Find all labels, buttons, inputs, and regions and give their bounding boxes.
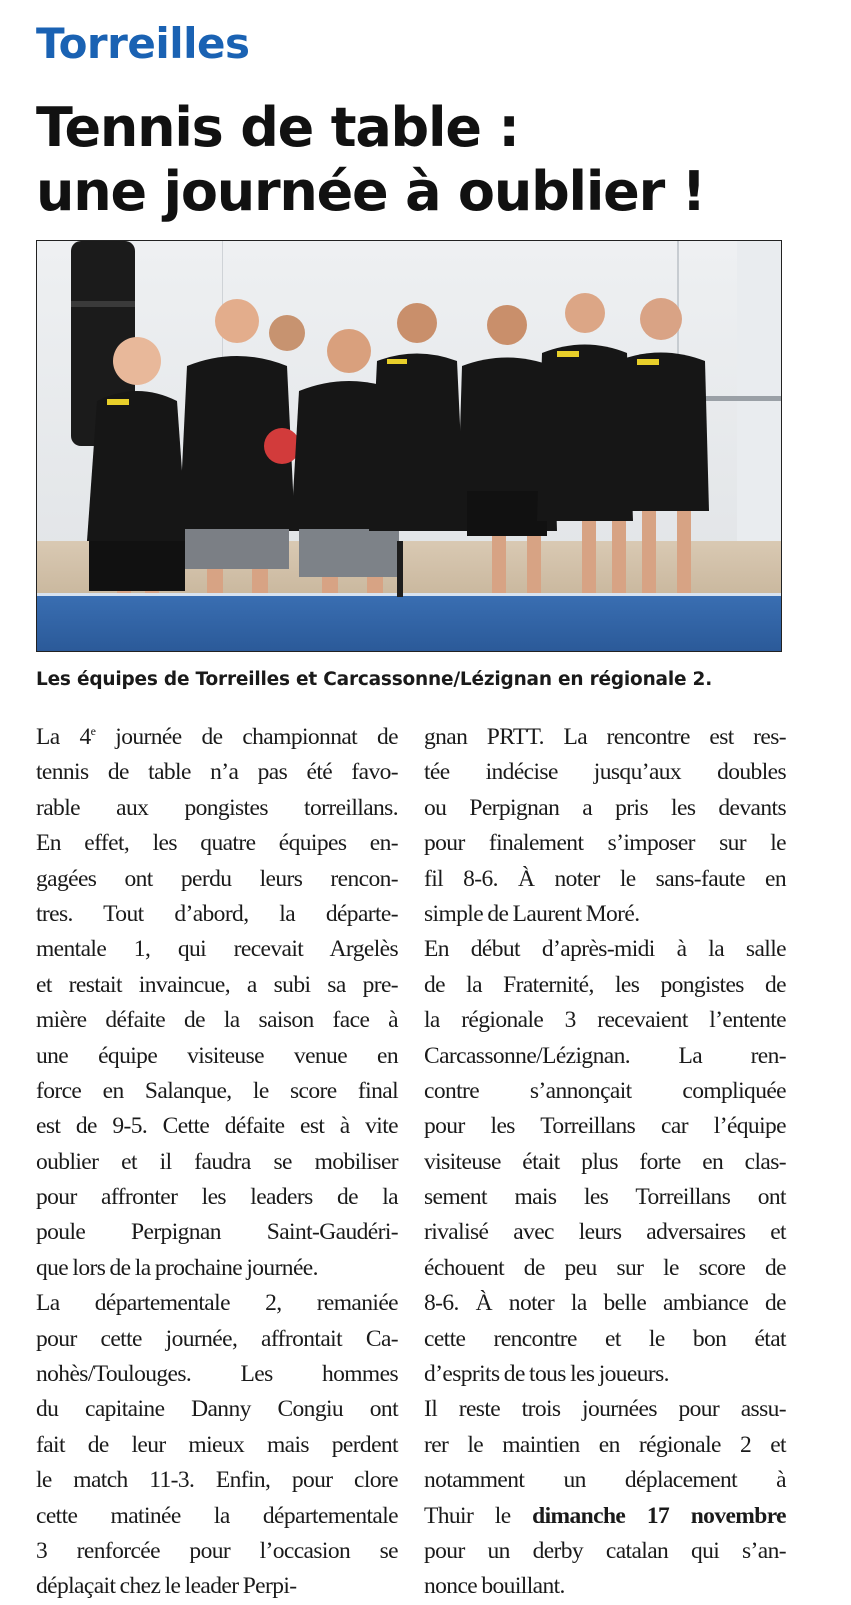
article-line: En effet, les quatre équipes en- — [36, 830, 398, 857]
article-line: tée indécise jusqu’aux doubles — [424, 759, 786, 786]
article-line: simple de Laurent Moré. — [424, 900, 640, 927]
article-line: et restait invaincue, a subi sa pre- — [36, 971, 398, 998]
article-line: du capitaine Danny Congiu ont — [36, 1396, 398, 1423]
article-line: pour finalement s’imposer sur le — [424, 830, 786, 857]
article-line: pour un derby catalan qui s’an- — [424, 1537, 786, 1564]
article-line: déplaçait chez le leader Perpi- — [36, 1573, 297, 1600]
article-line: la régionale 3 recevaient l’entente — [424, 1007, 786, 1034]
article-line: notamment un déplacement à — [424, 1467, 786, 1494]
article-line: pour les Torreillans car l’équipe — [424, 1113, 786, 1140]
article-line: 3 renforcée pour l’occasion se — [36, 1537, 398, 1564]
article-line: le match 11-3. Enfin, pour clore — [36, 1467, 398, 1494]
photo-caption: Les équipes de Torreilles et Carcassonne/Lézignan en régionale 2. — [36, 669, 713, 690]
article-headline — [36, 96, 826, 224]
article-line: force en Salanque, le score final — [36, 1077, 398, 1104]
article-line: est de 9-5. Cette défaite est à vite — [36, 1113, 398, 1140]
article-line: rivalisé avec leurs adversaires et — [424, 1219, 786, 1246]
article-line: fil 8-6. À noter le sans-faute en — [424, 865, 786, 892]
team-photo — [36, 240, 782, 652]
article-line: d’esprits de tous les joueurs. — [424, 1361, 669, 1388]
article-line-first: La 4e journée de championnat de — [36, 724, 398, 750]
article-line: gnan PRTT. La rencontre est res- — [424, 724, 786, 750]
article-line: La départementale 2, remaniée — [36, 1290, 398, 1317]
article-line: gagées ont perdu leurs rencon- — [36, 865, 398, 892]
article-line — [424, 1499, 786, 1534]
highlighted-date: dimanche 17 novembre — [532, 1502, 786, 1529]
article-line-text: Thuir le — [424, 1502, 533, 1529]
article-line: 8-6. À noter la belle ambiance de — [424, 1290, 786, 1317]
article-line: tennis de table n’a pas été favo- — [36, 759, 398, 786]
article-line: rer le maintien en régionale 2 et — [424, 1431, 786, 1458]
article-column-right — [424, 720, 786, 1605]
article-line: oublier et il faudra se mobiliser — [36, 1148, 398, 1175]
article-line: rable aux pongistes torreillans. — [36, 794, 398, 821]
article-line: pour affronter les leaders de la — [36, 1184, 398, 1211]
article-line: fait de leur mieux mais perdent — [36, 1431, 398, 1458]
article-line: de la Fraternité, les pongistes de — [424, 971, 786, 998]
article-line: nonce bouillant. — [424, 1573, 565, 1600]
article-line: pour cette journée, affrontait Ca- — [36, 1325, 398, 1352]
article-line: cette rencontre et le bon état — [424, 1325, 786, 1352]
article-line: poule Perpignan Saint-Gaudéri- — [36, 1219, 398, 1246]
article-line: contre s’annonçait compliquée — [424, 1077, 786, 1104]
headline-line-1: Tennis de table : — [36, 96, 519, 159]
section-kicker: Torreilles — [36, 19, 250, 68]
article-line: ou Perpignan a pris les devants — [424, 794, 786, 821]
article-line: sement mais les Torreillans ont — [424, 1184, 786, 1211]
article-line: échouent de peu sur le score de — [424, 1254, 786, 1281]
article-line: tres. Tout d’abord, la départe- — [36, 900, 398, 927]
article-line: Carcassonne/Lézignan. La ren- — [424, 1042, 786, 1069]
headline-line-2: une journée à oublier ! — [36, 160, 706, 223]
article-line: cette matinée la départementale — [36, 1502, 398, 1529]
article-line: que lors de la prochaine journée. — [36, 1254, 318, 1281]
article-line: Il reste trois journées pour assu- — [424, 1396, 786, 1423]
article-line: mentale 1, qui recevait Argelès — [36, 936, 398, 963]
article-line: une équipe visiteuse venue en — [36, 1042, 398, 1069]
article-line: nohès/Toulouges. Les hommes — [36, 1361, 398, 1388]
article-line: mière défaite de la saison face à — [36, 1007, 398, 1034]
team-photo-image — [37, 241, 781, 651]
article-column-left — [36, 720, 398, 1605]
article-line: En début d’après-midi à la salle — [424, 936, 786, 963]
article-line: visiteuse était plus forte en clas- — [424, 1148, 786, 1175]
